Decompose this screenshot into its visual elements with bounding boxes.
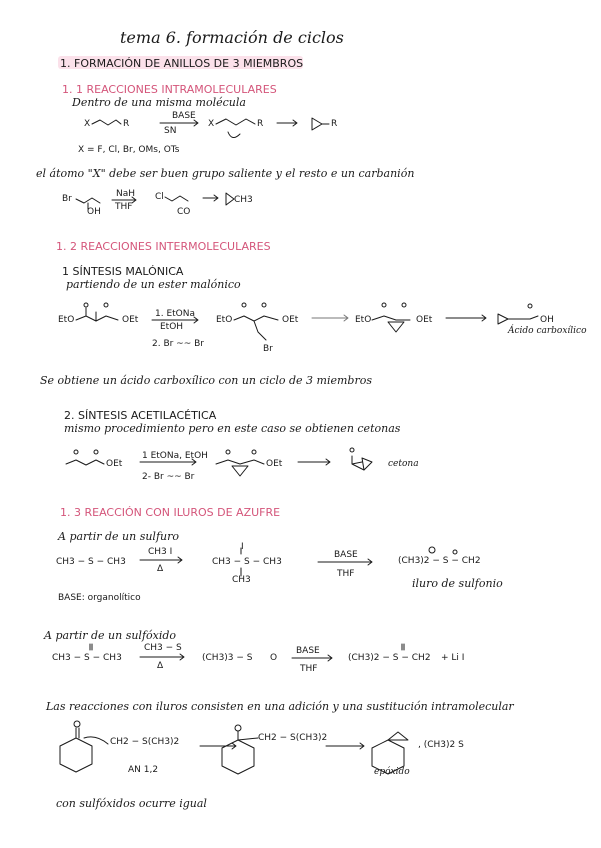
epoxide bbox=[388, 732, 408, 740]
eq1-right: (CH3)2 − S − CH2 bbox=[398, 556, 481, 566]
malonic-arrow-3 bbox=[446, 315, 486, 321]
ex-oh: OH bbox=[87, 207, 101, 217]
epoxido-label: epóxido bbox=[374, 767, 410, 777]
sulfoxido-arrow-1 bbox=[140, 654, 184, 660]
malonic-o-1 bbox=[84, 303, 88, 307]
malonic-heading: 1 SÍNTESIS MALÓNICA bbox=[62, 265, 184, 278]
eq2-mid-o: O bbox=[270, 653, 278, 663]
acid-o bbox=[528, 304, 532, 308]
eq1-reagent-top: CH3 I bbox=[148, 547, 173, 557]
malonic-eto3: EtO bbox=[355, 315, 372, 325]
eq1-left: CH3 − S − CH3 bbox=[56, 557, 126, 567]
eq2-mid: (CH3)3 − S bbox=[202, 653, 253, 663]
ex-mid-chain bbox=[165, 196, 188, 201]
aceto-heading: 2. SÍNTESIS ACETILACÉTICA bbox=[64, 409, 217, 422]
sulfoxide-bond-2 bbox=[402, 644, 404, 650]
carbonyl-o bbox=[74, 721, 80, 727]
sulfoxide-bond bbox=[90, 644, 92, 650]
iluro-label: iluro de sulfonio bbox=[412, 577, 503, 590]
aceto-arrow-2 bbox=[298, 459, 330, 465]
aceto-arrow-1 bbox=[140, 459, 196, 465]
zigzag-mid bbox=[216, 119, 255, 125]
malonic-o-2 bbox=[104, 303, 108, 307]
r-mid: R bbox=[257, 119, 264, 129]
section-1-3-heading: 1. 3 REACCIÓN CON ILUROS DE AZUFRE bbox=[60, 506, 281, 519]
acid-oh: OH bbox=[540, 315, 554, 325]
eq1-base: BASE bbox=[334, 550, 358, 560]
ex-br: Br bbox=[62, 194, 72, 204]
aceto-o-1 bbox=[74, 450, 78, 454]
aceto-oet: OEt bbox=[106, 459, 123, 469]
x-mid: X bbox=[208, 119, 215, 129]
cyclopropane-6 bbox=[362, 458, 372, 470]
section-1-heading: 1. FORMACIÓN DE ANILLOS DE 3 MIEMBROS bbox=[60, 57, 304, 70]
section-1-2-heading: 1. 2 REACCIONES INTERMOLECULARES bbox=[56, 240, 271, 253]
malonic-o-5 bbox=[382, 303, 386, 307]
ylide-reagent: CH2 − S(CH3)2 bbox=[110, 737, 180, 747]
cyclopropane-3 bbox=[388, 322, 404, 332]
r-product: R bbox=[331, 119, 338, 129]
malonic-arrow-2 bbox=[312, 315, 348, 321]
cyclopropane-1 bbox=[312, 118, 329, 130]
sulfuro-heading: A partir de un sulfuro bbox=[58, 530, 179, 543]
arrow-2 bbox=[277, 120, 297, 126]
eq2-reagent-top: CH3 − S bbox=[144, 643, 182, 653]
epoxide-ring bbox=[372, 740, 404, 774]
eq1-thf: THF bbox=[337, 569, 355, 579]
eq1-mid: CH3 − S − CH3 bbox=[212, 557, 282, 567]
curved-arrow bbox=[228, 132, 240, 138]
malonic-o-3 bbox=[242, 303, 246, 307]
ex-arrow-1 bbox=[112, 197, 136, 203]
ylide-byproduct: , (CH3)2 S bbox=[418, 740, 464, 750]
malonic-oet3: OEt bbox=[416, 315, 433, 325]
aceto-o-3 bbox=[226, 450, 230, 454]
aceto-oet2: OEt bbox=[266, 459, 283, 469]
cyclopropane-5 bbox=[232, 466, 248, 476]
malonic-arrow-1 bbox=[152, 317, 198, 323]
ylide-mid: CH2 − S(CH3)2 bbox=[258, 733, 328, 743]
ex-cl: Cl bbox=[155, 192, 164, 202]
eq2-li: + Li I bbox=[441, 653, 465, 663]
aceto-chain bbox=[66, 460, 104, 465]
product-arrow bbox=[326, 743, 364, 749]
malonic-oet: OEt bbox=[122, 315, 139, 325]
sulfuro-arrow-1 bbox=[140, 557, 182, 563]
x-left: X bbox=[84, 119, 91, 129]
malonic-eto: EtO bbox=[58, 315, 75, 325]
reagent-base: BASE bbox=[172, 111, 196, 121]
eq2-left: CH3 − S − CH3 bbox=[52, 653, 122, 663]
ylide-summary: Las reacciones con iluros consisten en una adición y una sustitución intramolecular bbox=[46, 700, 514, 713]
r-left: R bbox=[123, 119, 130, 129]
section-1-1-heading: 1. 1 REACCIONES INTRAMOLECULARES bbox=[62, 83, 277, 96]
malonic-oet2: OEt bbox=[282, 315, 299, 325]
eq1-mid-ch3: CH3 bbox=[232, 575, 251, 585]
sulfoxido-arrow-2 bbox=[292, 655, 332, 661]
ex-product-ch3: CH3 bbox=[234, 195, 253, 205]
ex-zigzag bbox=[76, 198, 100, 203]
cetona-label: cetona bbox=[388, 459, 419, 469]
eq1-mid-i: I bbox=[241, 542, 244, 552]
aceto-o-2 bbox=[94, 450, 98, 454]
malonic-o-4 bbox=[262, 303, 266, 307]
betaine-o bbox=[235, 725, 241, 731]
malonic-summary: Se obtiene un ácido carboxílico con un ciclo de 3 miembros bbox=[40, 374, 372, 387]
sulfuro-arrow-2 bbox=[318, 559, 372, 565]
malonic-eto2: EtO bbox=[216, 315, 233, 325]
aceto-desc: mismo procedimiento pero en este caso se obtienen cetonas bbox=[64, 422, 401, 435]
malonic-reagent1: 1. EtONa bbox=[155, 309, 195, 319]
ketone-o bbox=[350, 448, 354, 452]
cyclopropane-2 bbox=[226, 193, 234, 205]
ex-arrow-2 bbox=[203, 195, 218, 201]
reagent-sn: SN bbox=[164, 126, 177, 136]
attack-arrow bbox=[84, 737, 108, 744]
cyclopropane-4 bbox=[498, 314, 538, 324]
sulfoxido-heading: A partir de un sulfóxido bbox=[44, 629, 177, 642]
malonic-chain-2 bbox=[234, 316, 278, 321]
page-title: tema 6. formación de ciclos bbox=[120, 28, 344, 47]
malonic-chain bbox=[76, 316, 118, 321]
ex-nah: NaH bbox=[116, 189, 136, 199]
x-definition: X = F, Cl, Br, OMs, OTs bbox=[78, 145, 180, 155]
malonic-branch bbox=[254, 321, 266, 340]
eq2-right: (CH3)2 − S − CH2 bbox=[348, 653, 431, 663]
carbonyl bbox=[76, 728, 79, 738]
eq2-thf: THF bbox=[300, 664, 318, 674]
ex-co: CO bbox=[177, 207, 191, 217]
acid-label: Ácido carboxílico bbox=[508, 326, 587, 336]
betaine-bond bbox=[238, 731, 258, 740]
eq2-base: BASE bbox=[296, 646, 320, 656]
section-1-1-desc: Dentro de una misma molécula bbox=[72, 96, 246, 109]
ylide-charge-1 bbox=[429, 547, 435, 553]
malonic-o-6 bbox=[402, 303, 406, 307]
aceto-o-4 bbox=[252, 450, 256, 454]
leaving-group-note: el átomo "X" debe ser buen grupo saliente y el resto e un carbanión bbox=[36, 167, 415, 180]
malonic-reagent1b: EtOH bbox=[160, 322, 184, 332]
eq2-reagent-bottom: Δ bbox=[157, 661, 164, 671]
malonic-reagent2: 2. Br ~~ Br bbox=[152, 339, 205, 349]
eq1-reagent-bottom: Δ bbox=[157, 564, 164, 574]
aceto-reagent2: 2- Br ~~ Br bbox=[142, 472, 195, 482]
betaine-ring bbox=[222, 740, 254, 774]
base-note: BASE: organolítico bbox=[58, 593, 141, 603]
closing-note: con sulfóxidos ocurre igual bbox=[56, 797, 207, 810]
malonic-chain-3 bbox=[372, 316, 410, 320]
ylide-charge-2 bbox=[453, 550, 457, 554]
ex-thf: THF bbox=[115, 202, 133, 212]
malonic-br: Br bbox=[263, 344, 273, 354]
zigzag-left bbox=[92, 120, 121, 125]
ylide-condition: AN 1,2 bbox=[128, 765, 159, 775]
malonic-desc: partiendo de un ester malónico bbox=[66, 278, 241, 291]
cyclohexanone-ring bbox=[60, 738, 92, 772]
aceto-reagent1: 1 EtONa, EtOH bbox=[142, 451, 208, 461]
aceto-chain-2 bbox=[216, 460, 264, 464]
arrow-1 bbox=[160, 120, 198, 126]
